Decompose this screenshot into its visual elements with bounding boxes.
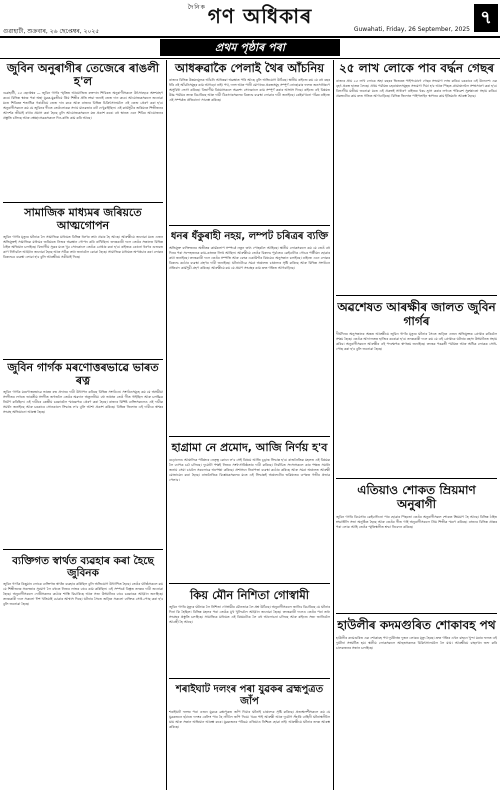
article-headline: আধৰুৱাকৈ পেলাই থৈৰ আঁচনিয় [175,61,324,75]
article-body: জুবিন গাৰ্গৰ মৃত্যুৰ ঘটনাক লৈ সামাজিক মাধ্যমত বিভিন্ন ধৰণৰ তথ্য প্ৰচাৰ হৈ আছে। আৰক্ষীয়ে জনোৱা মতে এজন অভিযুক্তই সামাজিক মাধ্যমৰ জৰিয়তে নিজৰ অৱস্থান গোপন কৰি ৰাখিছিল। তদন্তকাৰী দলে তেওঁৰ সন্ধানত বিভিন্ন ঠাইত অভিযান চলাইছে। বিভাগীয় সূত্ৰৰ মতে খুব সোনকালে তেওঁক গ্ৰেপ্তাৰ কৰা হ'ব। ৰাইজক কোনো ধৰণৰ গুজবত কাণ নিদিবলৈ আহ্বান জনোৱা হৈছে আৰু সঠিক তথ্য জনাবলৈ কোৱা হৈছে। সামাজিক মাধ্যমত অপপ্ৰচাৰ কৰা লোকৰ বিৰুদ্ধেও ব্যৱস্থা লোৱা হ'ব বুলি আৰক্ষীয়ে সকীয়াই দিছে। [3,235,163,260]
date-assamese: গুৱাহাটী, শুক্ৰবাৰ, ২৬ ছেপ্তেম্বৰ, ২০২৫ [3,28,100,35]
article-headline: সামাজিক মাধ্যমৰ জৰিয়তে আত্মগোপন [24,206,142,232]
article-body: হাউলীৰ কদমগুৰিত এক শোকাবহ পথ দুৰ্ঘটনাত দুজন লোকৰ মৃত্যু হৈছে। দ্ৰুত গতিৰ এখন বাহনে খুন্দা মৰাৰ ফলত এই দুৰ্ঘটনা সংঘটিত হয়। স্থানীয় লোকসকলে আহতসকলক চিকিৎসালয়লৈ লৈ যায়। আৰক্ষীয়ে বাহনখন জব্দ কৰি চালকজনৰ সন্ধান চলাইছে। [336,635,497,650]
article [169,60,330,222]
article [169,440,330,580]
column-right [336,60,497,790]
article-body: জুবিন গাৰ্গৰ মৃত্যুৰ ঘটনাক লৈ নিশিতা গোস্বামীৰ মৌনতাক লৈ প্ৰশ্ন উঠিছে। অনুৰাগীসকলে জানিব বিচাৰিছে যে ঘটনাৰ দিনা কি হৈছিল। বিভিন্ন মহলৰ পৰা তেওঁক মুখ খুলিবলৈ আহ্বান জনোৱা হৈছে। তদন্তকাৰী দলেও তেওঁৰ পৰা তথ্য সংগ্ৰহৰ প্ৰস্তুতি চলাইছে। সামাজিক মাধ্যমত এই বিষয়টোক লৈ বহু আলোচনা চলিছে আৰু ৰাইজে সত্য জানিবলৈ আগ্ৰহী হৈ আছে। [169,605,330,625]
column-left [3,60,163,790]
article-body: বড়োলেণ্ড আঞ্চলিক পৰিষদৰ নেতৃত্ব কোনে ল'ব সেই বিষয়ে আজি চূড়ান্ত সিদ্ধান্ত হ'ব। ৰাজনৈতিক মহলত এই বিষয়ক লৈ ব্যাপক চৰ্চা চলিছে। দুয়োটা পক্ষই নিজৰ সংখ্যাগৰিষ্ঠতাৰ দাবী কৰিছে। নিৰ্বাচিত সদস্যসকলে কাৰ পক্ষত সমৰ্থন জনায় সেয়া চাবলৈ সকলোৱে অপেক্ষা কৰিছে। প্ৰশাসনে নিৰাপত্তা ব্যৱস্থা কঠোৰ কৰিছে আৰু সমগ্ৰ অঞ্চলত আৰক্ষী মোতায়েন কৰা হৈছে। ৰাজনৈতিক বিশ্লেষকসকলৰ মতে এই সিদ্ধান্তই অঞ্চলটোৰ ভৱিষ্যতৰ ওপৰত গভীৰ প্ৰভাৱ পেলাব। [169,457,330,482]
section-banner: প্ৰথম পৃষ্ঠাৰ পৰা [160,39,340,56]
divider [169,225,330,226]
article-headline: ব্যক্তিগত স্বাৰ্থত ব্যৱহাৰ কৰা হৈছে জুবিনক [12,555,154,580]
article-headline: অৱশেষত আৰক্ষীৰ জালত জুবিন গাৰ্গৰ [337,300,496,328]
column-divider [166,60,167,790]
divider [336,613,497,614]
article [3,553,163,790]
article-body: জুবিন গাৰ্গক মৰণোত্তৰভাৱে ভাৰত ৰত্ন প্ৰদানৰ দাবী উত্থাপন কৰিছে বিভিন্ন সংগঠনে। সংগঠনসমূহে কয় যে অসমীয়া সংগীতৰ লগতে ভাৰতীয় সংগীত জগতলৈ তেওঁৰ অৱদান অতুলনীয়। বহু ভাষাত তেওঁ গীত গাইছিল আৰু চলচ্চিত্ৰ নিৰ্মাণ কৰিছিল। এই দাবীৰে কেন্দ্ৰীয় চৰকাৰলৈ স্মাৰকপত্ৰ প্ৰেৰণ কৰা হৈছে। ৰাজ্যৰ বিশিষ্ট ব্যক্তিসকলেও এই দাবীক সমৰ্থন জনাইছে আৰু চৰকাৰে সোনকালে সিদ্ধান্ত ল'ব বুলি আশা প্ৰকাশ কৰিছে। বিভিন্ন জিলাত এই দাবীৰে স্বাক্ষৰ সংগ্ৰহ অভিযানো আৰম্ভ হৈছে। [3,390,163,415]
article [169,682,330,790]
masthead-small: দৈনিক [187,4,206,11]
article [3,360,163,546]
article-body: অভিযুক্ত ব্যক্তিজনৰ অতীতৰ কাৰ্যকলাপ সম্পৰ্কে নতুন তথ্য পোহৰলৈ আহিছে। স্থানীয় লোকসকলে কয় যে তেওঁ বহু দিনৰ পৰা সন্দেহজনক কাম-কাজত লিপ্ত আছিল। আৰক্ষীয়ে তেওঁৰ বিৰুদ্ধে পূৰ্বতেও কেইবাটাও গোচৰ পঞ্জীয়ন হোৱাৰ কথা জনাইছে। তদন্তকাৰী দলে তেওঁৰ সম্পত্তি আৰু বেংক একাউণ্টৰ বিষয়েও অনুসন্ধান চলাইছে। ৰাইজে এনে লোকৰ বিৰুদ্ধে কঠোৰ ব্যৱস্থা গ্ৰহণৰ দাবী জনাইছে। ঘটনাটোৱে সমগ্ৰ অঞ্চলত চাঞ্চল্যৰ সৃষ্টি কৰিছে আৰু বিভিন্ন সংগঠনে প্ৰতিবাদ কাৰ্যসূচী গ্ৰহণ কৰিছে। আৰক্ষীয়ে কয় যে প্ৰমাণ সংগ্ৰহৰ কাম দ্ৰুত গতিত আগবাঢ়িছে। [169,245,330,270]
page-header [0,0,500,38]
article-headline: ধনৰ ধঁকুৰাহী নহয়, লম্পট চৰিত্ৰৰ ব্যক্তি [170,231,329,242]
date-english: Guwahati, Friday, 26 September, 2025 [353,26,470,33]
article [3,60,163,202]
article [169,587,330,675]
article-body: জুবিন গাৰ্গৰ বিয়োগৰ কেইবাদিনো পাৰ হোৱাৰ পিছতো তেওঁৰ অনুৰাগীসকল শোকত ম্ৰিয়মাণ হৈ আছে। বিভিন্ন ঠাইত শ্ৰদ্ধাঞ্জলি সভা অনুষ্ঠিত হৈছে আৰু তেওঁৰ গীত গাই অনুৰাগীসকলে প্ৰিয় শিল্পীক স্মৰণ কৰিছে। ৰাজ্যৰ বিভিন্ন প্ৰান্তৰ পৰা লোক আহি তেওঁৰ স্মৃতিস্থলীত শ্ৰদ্ধা নিবেদন কৰিছে। [336,514,497,529]
masthead-title: গণ অধিকাৰ [207,4,313,28]
article [336,60,497,292]
article [336,482,497,610]
article-headline: জুবিন অনুৰাগীৰ তেজেৰে ৰাঙলী হ'ল [6,61,160,89]
divider [3,549,163,550]
article-body: ৰাজ্যৰ বিভিন্ন উন্নয়নমূলক আঁচনি আধৰুৱা অৱস্থাত পৰি আছে বুলি অভিযোগ উঠিছে। স্থানীয় ৰাইজে কয় যে বহু বছৰ ধৰি এই আঁচনিসমূহৰ কাম আগবঢ়া নাই। পথ, দলং আৰু পানী যোগানৰ প্ৰকল্পসমূহ সম্পূৰ্ণ নোহোৱাৰ ফলত জনসাধাৰণে অসুবিধা ভোগ কৰিছে। বিভাগীয় বিষয়াসকলে অৱশ্যে সোনকালে কাম সম্পূৰ্ণ কৰাৰ আশ্বাস দিছে। ৰাইজে এই বিষয়ত উচ্চ পৰ্যায়ৰ তদন্ত বিচাৰিছে আৰু দায়ী ঠিকাদাৰসকলৰ বিৰুদ্ধে ব্যৱস্থা লোৱাৰ দাবী জনাইছে। কেইবাখনো গাঁৱৰ ৰাইজে এই সম্পৰ্কত প্ৰতিবাদো সাব্যস্ত কৰিছে। [169,78,330,103]
article-body: জুবিন গাৰ্গক কিছুমান লোকে ব্যক্তিগত স্বাৰ্থত ব্যৱহাৰ কৰিছিল বুলি অভিযোগ উত্থাপিত হৈছে। তেওঁৰ ঘনিষ্ঠসকলে কয় যে শিল্পীজনৰ সৰলতাৰ সুযোগ লৈ বহুতে নিজৰ লাভৰ বাবে কাম কৰিছিল। এই সম্পৰ্কে বিস্তৃত তদন্তৰ দাবী জনোৱা হৈছে। অনুৰাগীসকলে দোষীসকলৰ কঠোৰ শাস্তি বিচাৰিছে আৰু সত্য উদ্ঘাটনৰ বাবে চৰকাৰক আহ্বান জনাইছে। তদন্তকাৰী দলে সকলো দিশ খতিয়াই চোৱাৰ আশ্বাস দিছে। ঘটনাৰ সৈতে জড়িত সকলো ব্যক্তিক সোধ-পোছ কৰা হ'ব বুলি জনোৱা হৈছে। [3,582,163,607]
article-headline: শৰাইঘাট দলংৰ পৰা যুৱকৰ ব্ৰহ্মপুত্ৰত জাঁপ [175,684,324,707]
article [336,617,497,790]
article-headline: এতিয়াও শোকত ম্ৰিয়মাণ অনুৰাগী [357,483,476,511]
column-divider [333,60,334,790]
divider [0,58,500,59]
page-number: ৭ [474,4,498,32]
divider [169,678,330,679]
divider [169,436,330,437]
article-headline: হাগ্ৰামা নে প্ৰমোদ, আজি নিৰ্ণয় হ'ব [171,441,328,454]
article [336,299,497,475]
divider [336,478,497,479]
divider [169,583,330,584]
divider [336,295,497,296]
article-body: ৰাজ্যৰ প্ৰায় ২৫ লাখ লোকে অহা বছৰৰ ভিতৰত পাইপযোগে গেছৰ সংযোগ লাভ কৰিব। চৰকাৰে এই উদ্দেশ্যে এক বৃহৎ প্ৰকল্প হাতত লৈছে। প্ৰথম পৰ্যায়ত চহৰাঞ্চলসমূহত সংযোগ দিয়া হ'ব আৰু পিছত গ্ৰামাঞ্চললৈ সম্প্ৰসাৰণ কৰা হ'ব। বিভাগীয় মন্ত্ৰীয়ে জনোৱা মতে এই প্ৰকল্পই সাধাৰণ ৰাইজৰ খৰচ হ্ৰাস কৰাৰ লগতে পৰিৱেশ সুৰক্ষাতো সহায় কৰিব। প্ৰকল্পটোৰ কাম দ্ৰুত গতিত আগবাঢ়িছে। বিভিন্ন জিলাত পাইপলাইন স্থাপনৰ কাম ইতিমধ্যে আৰম্ভ হৈছে। [336,78,497,98]
article-headline: কিয় মৌন নিশিতা গোস্বামী [189,588,310,602]
article-headline: ২৫ লাখ লোকে পাব বৰ্দ্ধন গেছৰ [339,61,494,75]
article-body: দীৰ্ঘদিনৰ অনুসন্ধানৰ অন্তত আৰক্ষীয়ে জুবিন গাৰ্গৰ মৃত্যুৰ ঘটনাৰ সৈতে জড়িত এজন অভিযুক্তক গ্ৰেপ্তাৰ কৰিবলৈ সক্ষম হৈছে। তেওঁক আদালতত হাজিৰ কৰোৱা হ'ব। তদন্তকাৰী দলে কয় যে এই গ্ৰেপ্তাৰে ঘটনাৰ ৰহস্য উদ্ঘাটনত সহায় কৰিব। অনুৰাগীসকলে আৰক্ষীৰ এই পদক্ষেপক স্বাগতম জনাইছে। তদন্তৰ পৰৱৰ্তী পৰ্যায়ত আৰু অধিক লোকক সোধ-পোছ কৰা হ'ব বুলি জনোৱা হৈছে। [336,331,497,351]
article-headline: হাউলীৰ কদমগুৰিত শোকাবহ পথ [337,618,496,632]
article-body: গুৱাহাটী, ২৫ ছেপ্তেম্বৰ — জুবিন গাৰ্গৰ স্মৃতিত আয়োজিত ৰক্তদান শিবিৰত অনুৰাগীসকলে উৎসাহেৰে অংশগ্ৰহণ কৰে। বিভিন্ন স্থানৰ পৰা অহা যুৱক-যুৱতীয়ে প্ৰিয় শিল্পীৰ প্ৰতি শ্ৰদ্ধা জনাই তেজ দান কৰে। আয়োজকসকলে জনোৱা মতে শিবিৰত শতাধিক গৰাকীয়ে তেজ দান কৰে আৰু ৰাজ্যৰ বিভিন্ন চিকিৎসালয়লৈ এই তেজ প্ৰেৰণ কৰা হ'ব। অনুৰাগীসকলে কয় যে জুবিনৰ গীতে তেওঁলোকক সদায় মানৱতাৰ বাট দেখুৱাইছিল। এই কাৰ্যসূচীৰ জৰিয়তে শিল্পীজনৰ আদৰ্শক জীয়াই ৰখাৰ প্ৰয়াস কৰা হৈছে বুলি আয়োজকসকলে মত প্ৰকাশ কৰে। বহু স্থানত এনে শিবিৰ আয়োজনৰ প্ৰস্তুতি চলিছে আৰু স্বেচ্ছাসেৱকসকলে দিন-ৰাতি কাম কৰি আছে। [3,91,163,121]
article-headline: জুবিন গাৰ্গক মৰণোত্তৰভাৱে ভাৰত ৰত্ন [7,361,159,387]
column-center [169,60,330,790]
article [3,202,163,360]
article-body: শৰাইঘাট দলংৰ পৰা এজন যুৱকে ব্ৰহ্মপুত্ৰত জাঁপ দিয়াৰ ঘটনাই চাঞ্চল্যৰ সৃষ্টি কৰিছে। প্ৰত্যক্ষদৰ্শীসকলে কয় যে যুৱকজনে হঠাতে দলংৰ ৰেলিং পাৰ হৈ নদীলৈ জাঁপ দিয়ে। খবৰ পাই আৰক্ষী আৰু দুৰ্যোগ সঁহাৰি বাহিনী ঘটনাস্থলীলৈ যায় আৰু সন্ধান অভিযান আৰম্ভ কৰে। যুৱকজনৰ পৰিচয় এতিয়াও নিশ্চিত হোৱা নাই। আৰক্ষীয়ে ঘটনাৰ তদন্ত আৰম্ভ কৰিছে। [169,710,330,729]
article [169,229,330,433]
